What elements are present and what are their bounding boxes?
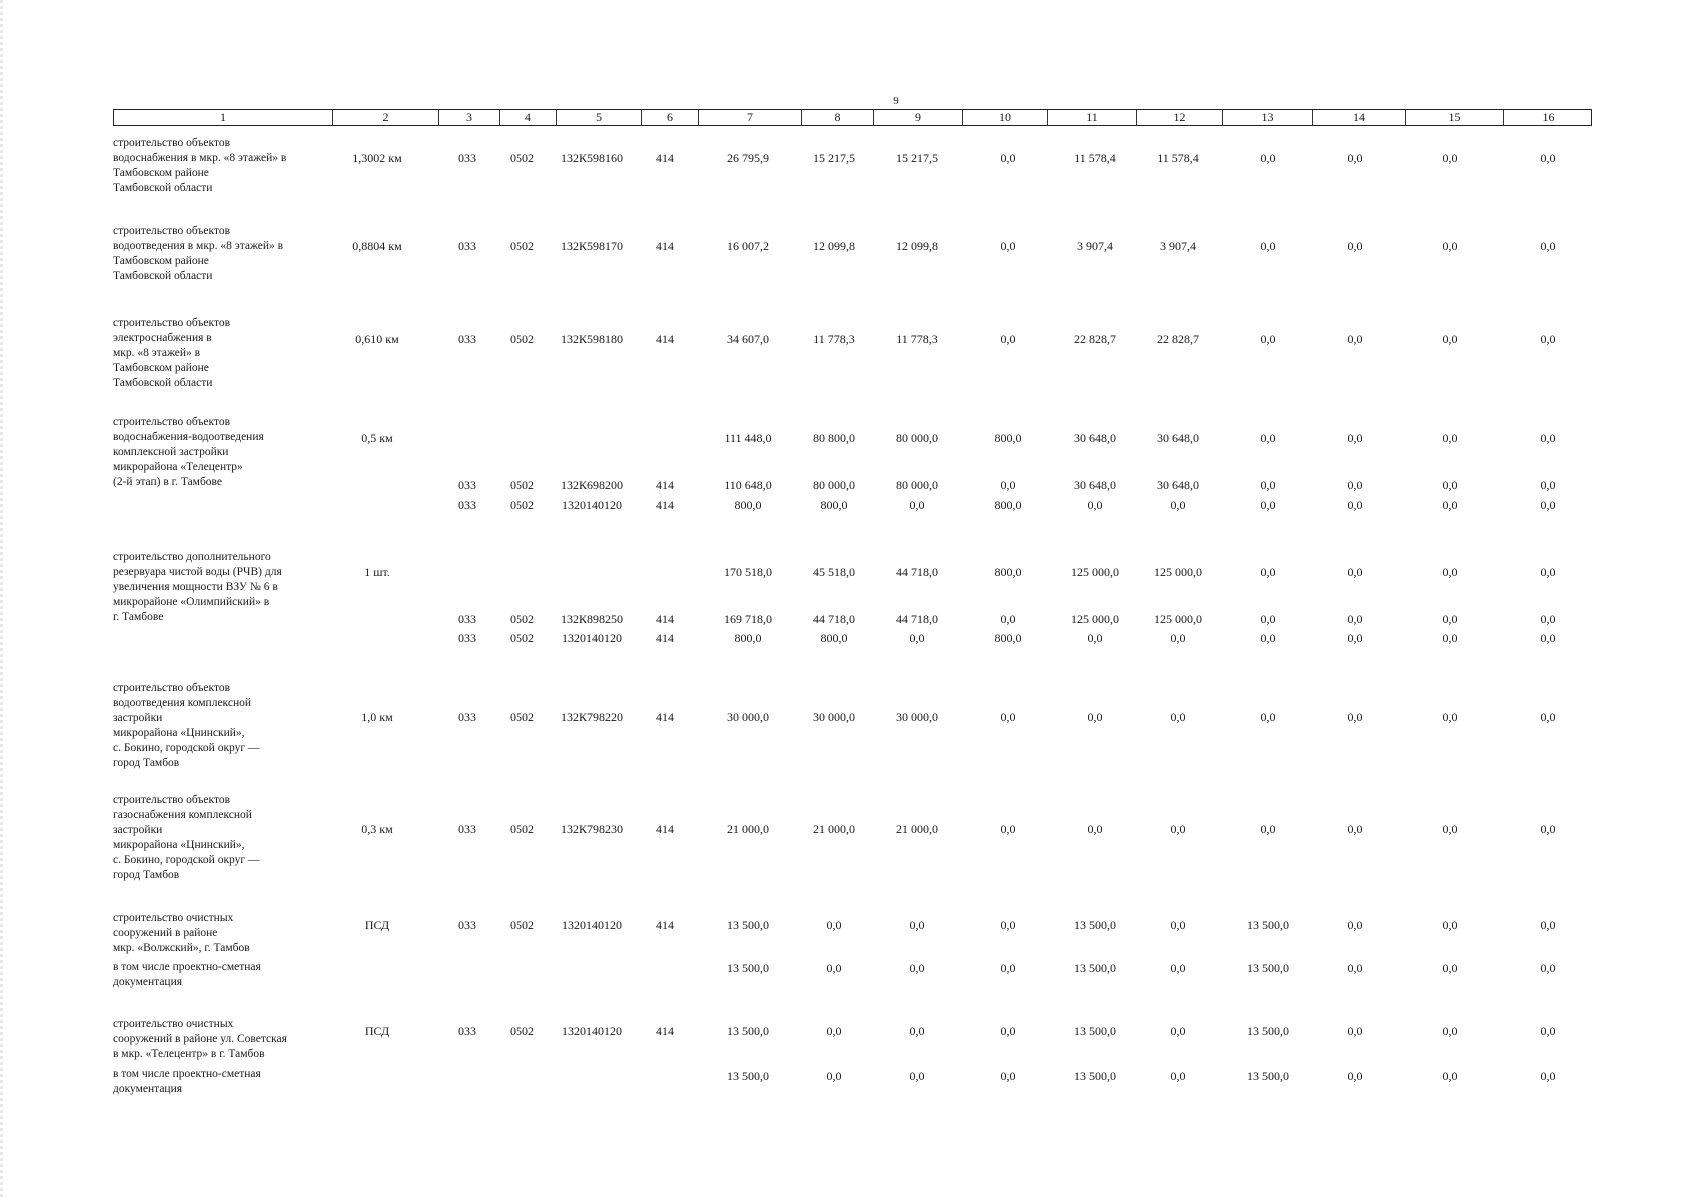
cell-col-13: 0,0 (1260, 239, 1276, 253)
cell-col-11: 13 500,0 (1074, 918, 1116, 932)
cell-col-5: 1320140120 (562, 1024, 622, 1038)
cell-col-16: 0,0 (1540, 498, 1556, 512)
cell-col-6: 414 (656, 478, 674, 492)
cell-col-15: 0,0 (1442, 918, 1458, 932)
cell-col-6: 414 (656, 710, 674, 724)
cell-col-10: 800,0 (994, 431, 1022, 445)
cell-col-13: 0,0 (1260, 478, 1276, 492)
cell-col-2: 1,0 км (361, 710, 393, 724)
row-description: строительство объектов водоотведения комплексной застройки микрорайона «Цнинский», с. Бокино, городской округ — город Тамбов (113, 682, 260, 769)
cell-col-4: 0502 (510, 478, 534, 492)
cell-col-9: 0,0 (909, 631, 925, 645)
cell-col-10: 800,0 (994, 631, 1022, 645)
page-number: 9 (893, 95, 899, 107)
header-cell-8: 8 (801, 110, 873, 125)
header-cell-3: 3 (438, 110, 499, 125)
cell-col-2: ПСД (364, 918, 390, 932)
cell-col-9: 12 099,8 (896, 239, 938, 253)
cell-col-10: 800,0 (994, 565, 1022, 579)
cell-col-12: 30 648,0 (1157, 478, 1199, 492)
cell-col-12: 3 907,4 (1160, 239, 1196, 253)
cell-col-11: 30 648,0 (1074, 431, 1116, 445)
cell-col-15: 0,0 (1442, 565, 1458, 579)
cell-col-4: 0502 (510, 332, 534, 346)
row-description: строительство очистных сооружений в районе ул. Советская в мкр. «Телецентр» в г. Тамбов (113, 1018, 287, 1060)
cell-col-14: 0,0 (1347, 822, 1363, 836)
cell-col-8: 21 000,0 (813, 822, 855, 836)
row-description: в том числе проектно-сметная документация (113, 961, 261, 988)
cell-col-9: 15 217,5 (896, 151, 938, 165)
cell-col-12: 0,0 (1170, 918, 1186, 932)
header-cell-15: 15 (1405, 110, 1503, 125)
row-description: строительство объектов водоснабжения-водоотведения комплексной застройки микрорайона «Телецентр» (2-й этап) в г. Тамбове (113, 416, 264, 488)
cell-col-10: 0,0 (1000, 151, 1016, 165)
cell-col-7: 170 518,0 (724, 565, 772, 579)
cell-col-12: 22 828,7 (1157, 332, 1199, 346)
cell-col-13: 0,0 (1260, 612, 1276, 626)
cell-col-14: 0,0 (1347, 918, 1363, 932)
cell-col-7: 26 795,9 (727, 151, 769, 165)
cell-col-7: 111 448,0 (724, 431, 772, 445)
cell-col-10: 0,0 (1000, 612, 1016, 626)
cell-col-16: 0,0 (1540, 918, 1556, 932)
row-description: в том числе проектно-сметная документация (113, 1068, 261, 1095)
cell-col-9: 11 778,3 (896, 332, 938, 346)
cell-col-12: 0,0 (1170, 631, 1186, 645)
cell-col-14: 0,0 (1347, 631, 1363, 645)
cell-col-11: 0,0 (1087, 498, 1103, 512)
cell-col-3: 033 (458, 498, 476, 512)
cell-col-13: 0,0 (1260, 431, 1276, 445)
cell-col-15: 0,0 (1442, 1024, 1458, 1038)
cell-col-13: 0,0 (1260, 822, 1276, 836)
cell-col-14: 0,0 (1347, 332, 1363, 346)
cell-col-6: 414 (656, 239, 674, 253)
cell-col-13: 0,0 (1260, 151, 1276, 165)
header-cell-11: 11 (1047, 110, 1136, 125)
cell-col-4: 0502 (510, 710, 534, 724)
cell-col-13: 13 500,0 (1247, 918, 1289, 932)
cell-col-7: 30 000,0 (727, 710, 769, 724)
cell-col-5: 132К798220 (560, 710, 624, 724)
cell-col-2: 0,5 км (361, 431, 393, 445)
row-description: строительство объектов электроснабжения в мкр. «8 этажей» в Тамбовском районе Тамбовской области (113, 317, 230, 389)
cell-col-9: 0,0 (909, 498, 925, 512)
cell-col-7: 13 500,0 (727, 1024, 769, 1038)
cell-col-10: 0,0 (1000, 1069, 1016, 1083)
cell-col-5: 132К598170 (560, 239, 624, 253)
cell-col-15: 0,0 (1442, 239, 1458, 253)
cell-col-6: 414 (656, 1024, 674, 1038)
cell-col-2: 1,3002 км (352, 151, 402, 165)
cell-col-7: 34 607,0 (727, 332, 769, 346)
cell-col-12: 0,0 (1170, 822, 1186, 836)
cell-col-12: 0,0 (1170, 498, 1186, 512)
cell-col-3: 033 (458, 151, 476, 165)
cell-col-3: 033 (458, 612, 476, 626)
cell-col-8: 80 000,0 (813, 478, 855, 492)
header-cell-9: 9 (873, 110, 962, 125)
cell-col-6: 414 (656, 612, 674, 626)
cell-col-8: 45 518,0 (813, 565, 855, 579)
cell-col-8: 30 000,0 (813, 710, 855, 724)
header-cell-16: 16 (1503, 110, 1593, 125)
cell-col-8: 80 800,0 (813, 431, 855, 445)
cell-col-7: 800,0 (734, 631, 762, 645)
header-cell-7: 7 (698, 110, 801, 125)
cell-col-3: 033 (458, 478, 476, 492)
cell-col-11: 3 907,4 (1077, 239, 1113, 253)
cell-col-12: 11 578,4 (1157, 151, 1199, 165)
row-description: строительство объектов газоснабжения комплексной застройки микрорайона «Цнинский», с. Бокино, городской округ — город Тамбов (113, 794, 260, 881)
cell-col-9: 80 000,0 (896, 431, 938, 445)
cell-col-13: 0,0 (1260, 498, 1276, 512)
cell-col-9: 44 718,0 (896, 565, 938, 579)
cell-col-15: 0,0 (1442, 498, 1458, 512)
cell-col-10: 0,0 (1000, 478, 1016, 492)
cell-col-12: 125 000,0 (1154, 612, 1202, 626)
cell-col-12: 30 648,0 (1157, 431, 1199, 445)
cell-col-15: 0,0 (1442, 961, 1458, 975)
cell-col-16: 0,0 (1540, 332, 1556, 346)
cell-col-3: 033 (458, 332, 476, 346)
cell-col-15: 0,0 (1442, 822, 1458, 836)
cell-col-9: 0,0 (909, 961, 925, 975)
cell-col-2: 1 шт. (364, 565, 390, 579)
cell-col-8: 12 099,8 (813, 239, 855, 253)
cell-col-16: 0,0 (1540, 239, 1556, 253)
cell-col-16: 0,0 (1540, 822, 1556, 836)
cell-col-14: 0,0 (1347, 151, 1363, 165)
cell-col-8: 0,0 (826, 918, 842, 932)
cell-col-8: 15 217,5 (813, 151, 855, 165)
cell-col-16: 0,0 (1540, 631, 1556, 645)
cell-col-7: 16 007,2 (727, 239, 769, 253)
cell-col-7: 169 718,0 (724, 612, 772, 626)
cell-col-15: 0,0 (1442, 612, 1458, 626)
cell-col-16: 0,0 (1540, 612, 1556, 626)
cell-col-15: 0,0 (1442, 431, 1458, 445)
header-cell-13: 13 (1222, 110, 1312, 125)
cell-col-14: 0,0 (1347, 612, 1363, 626)
cell-col-11: 13 500,0 (1074, 1024, 1116, 1038)
cell-col-13: 0,0 (1260, 565, 1276, 579)
cell-col-14: 0,0 (1347, 565, 1363, 579)
header-cell-6: 6 (641, 110, 698, 125)
cell-col-10: 800,0 (994, 498, 1022, 512)
cell-col-12: 0,0 (1170, 1069, 1186, 1083)
cell-col-6: 414 (656, 918, 674, 932)
row-description: строительство дополнительного резервуара чистой воды (РЧВ) для увеличения мощности ВЗУ № 6 в микрорайоне «Олимпийский» в г. Тамбове (113, 551, 282, 623)
cell-col-16: 0,0 (1540, 478, 1556, 492)
cell-col-7: 800,0 (734, 498, 762, 512)
cell-col-4: 0502 (510, 822, 534, 836)
header-cell-12: 12 (1136, 110, 1222, 125)
cell-col-15: 0,0 (1442, 151, 1458, 165)
cell-col-9: 30 000,0 (896, 710, 938, 724)
cell-col-16: 0,0 (1540, 1069, 1556, 1083)
cell-col-5: 132К798230 (560, 822, 624, 836)
cell-col-5: 1320140120 (562, 498, 622, 512)
cell-col-16: 0,0 (1540, 151, 1556, 165)
cell-col-11: 22 828,7 (1074, 332, 1116, 346)
cell-col-12: 0,0 (1170, 1024, 1186, 1038)
cell-col-14: 0,0 (1347, 1069, 1363, 1083)
cell-col-14: 0,0 (1347, 478, 1363, 492)
cell-col-3: 033 (458, 710, 476, 724)
cell-col-10: 0,0 (1000, 961, 1016, 975)
cell-col-5: 132К698200 (560, 478, 624, 492)
cell-col-10: 0,0 (1000, 710, 1016, 724)
cell-col-11: 125 000,0 (1071, 565, 1119, 579)
cell-col-3: 033 (458, 822, 476, 836)
cell-col-9: 0,0 (909, 1069, 925, 1083)
cell-col-2: 0,3 км (361, 822, 393, 836)
cell-col-10: 0,0 (1000, 239, 1016, 253)
cell-col-15: 0,0 (1442, 478, 1458, 492)
cell-col-6: 414 (656, 332, 674, 346)
cell-col-16: 0,0 (1540, 431, 1556, 445)
cell-col-8: 0,0 (826, 961, 842, 975)
row-description: строительство объектов водоснабжения в мкр. «8 этажей» в Тамбовском районе Тамбовской области (113, 137, 287, 194)
cell-col-4: 0502 (510, 1024, 534, 1038)
cell-col-7: 21 000,0 (727, 822, 769, 836)
cell-col-7: 13 500,0 (727, 918, 769, 932)
cell-col-16: 0,0 (1540, 565, 1556, 579)
cell-col-11: 13 500,0 (1074, 1069, 1116, 1083)
cell-col-11: 125 000,0 (1071, 612, 1119, 626)
row-description: строительство очистных сооружений в районе мкр. «Волжский», г. Тамбов (113, 912, 250, 954)
cell-col-6: 414 (656, 631, 674, 645)
cell-col-11: 30 648,0 (1074, 478, 1116, 492)
cell-col-5: 1320140120 (562, 918, 622, 932)
cell-col-14: 0,0 (1347, 431, 1363, 445)
cell-col-3: 033 (458, 1024, 476, 1038)
cell-col-2: 0,8804 км (352, 239, 402, 253)
cell-col-9: 0,0 (909, 918, 925, 932)
cell-col-14: 0,0 (1347, 961, 1363, 975)
header-cell-5: 5 (556, 110, 641, 125)
cell-col-13: 0,0 (1260, 631, 1276, 645)
cell-col-16: 0,0 (1540, 710, 1556, 724)
cell-col-14: 0,0 (1347, 1024, 1363, 1038)
cell-col-4: 0502 (510, 612, 534, 626)
cell-col-9: 44 718,0 (896, 612, 938, 626)
cell-col-8: 0,0 (826, 1024, 842, 1038)
cell-col-3: 033 (458, 631, 476, 645)
cell-col-7: 13 500,0 (727, 961, 769, 975)
cell-col-9: 80 000,0 (896, 478, 938, 492)
cell-col-8: 0,0 (826, 1069, 842, 1083)
cell-col-13: 13 500,0 (1247, 1024, 1289, 1038)
cell-col-5: 132К898250 (560, 612, 624, 626)
cell-col-13: 0,0 (1260, 332, 1276, 346)
cell-col-5: 1320140120 (562, 631, 622, 645)
header-cell-14: 14 (1312, 110, 1405, 125)
cell-col-9: 0,0 (909, 1024, 925, 1038)
cell-col-15: 0,0 (1442, 710, 1458, 724)
header-cell-4: 4 (499, 110, 556, 125)
header-cell-10: 10 (962, 110, 1047, 125)
cell-col-14: 0,0 (1347, 710, 1363, 724)
cell-col-2: ПСД (364, 1024, 390, 1038)
cell-col-15: 0,0 (1442, 1069, 1458, 1083)
header-cell-2: 2 (332, 110, 438, 125)
cell-col-12: 0,0 (1170, 710, 1186, 724)
cell-col-3: 033 (458, 918, 476, 932)
cell-col-5: 132К598180 (560, 332, 624, 346)
cell-col-13: 13 500,0 (1247, 1069, 1289, 1083)
cell-col-14: 0,0 (1347, 239, 1363, 253)
cell-col-10: 0,0 (1000, 822, 1016, 836)
cell-col-10: 0,0 (1000, 1024, 1016, 1038)
cell-col-4: 0502 (510, 918, 534, 932)
cell-col-14: 0,0 (1347, 498, 1363, 512)
cell-col-13: 0,0 (1260, 710, 1276, 724)
header-cell-1: 1 (220, 110, 226, 124)
cell-col-6: 414 (656, 822, 674, 836)
cell-col-13: 13 500,0 (1247, 961, 1289, 975)
cell-col-7: 13 500,0 (727, 1069, 769, 1083)
cell-col-4: 0502 (510, 151, 534, 165)
cell-col-9: 21 000,0 (896, 822, 938, 836)
cell-col-3: 033 (458, 239, 476, 253)
cell-col-16: 0,0 (1540, 1024, 1556, 1038)
cell-col-16: 0,0 (1540, 961, 1556, 975)
row-description: строительство объектов водоотведения в мкр. «8 этажей» в Тамбовском районе Тамбовской области (113, 225, 284, 282)
cell-col-8: 44 718,0 (813, 612, 855, 626)
cell-col-8: 800,0 (820, 631, 848, 645)
cell-col-4: 0502 (510, 498, 534, 512)
cell-col-4: 0502 (510, 239, 534, 253)
cell-col-8: 800,0 (820, 498, 848, 512)
cell-col-5: 132К598160 (560, 151, 624, 165)
cell-col-11: 0,0 (1087, 710, 1103, 724)
cell-col-2: 0,610 км (355, 332, 399, 346)
cell-col-12: 125 000,0 (1154, 565, 1202, 579)
cell-col-7: 110 648,0 (724, 478, 772, 492)
cell-col-6: 414 (656, 498, 674, 512)
cell-col-10: 0,0 (1000, 918, 1016, 932)
cell-col-15: 0,0 (1442, 332, 1458, 346)
cell-col-11: 0,0 (1087, 631, 1103, 645)
cell-col-12: 0,0 (1170, 961, 1186, 975)
cell-col-11: 0,0 (1087, 822, 1103, 836)
cell-col-11: 13 500,0 (1074, 961, 1116, 975)
cell-col-8: 11 778,3 (813, 332, 855, 346)
cell-col-11: 11 578,4 (1074, 151, 1116, 165)
cell-col-6: 414 (656, 151, 674, 165)
cell-col-4: 0502 (510, 631, 534, 645)
cell-col-15: 0,0 (1442, 631, 1458, 645)
cell-col-10: 0,0 (1000, 332, 1016, 346)
